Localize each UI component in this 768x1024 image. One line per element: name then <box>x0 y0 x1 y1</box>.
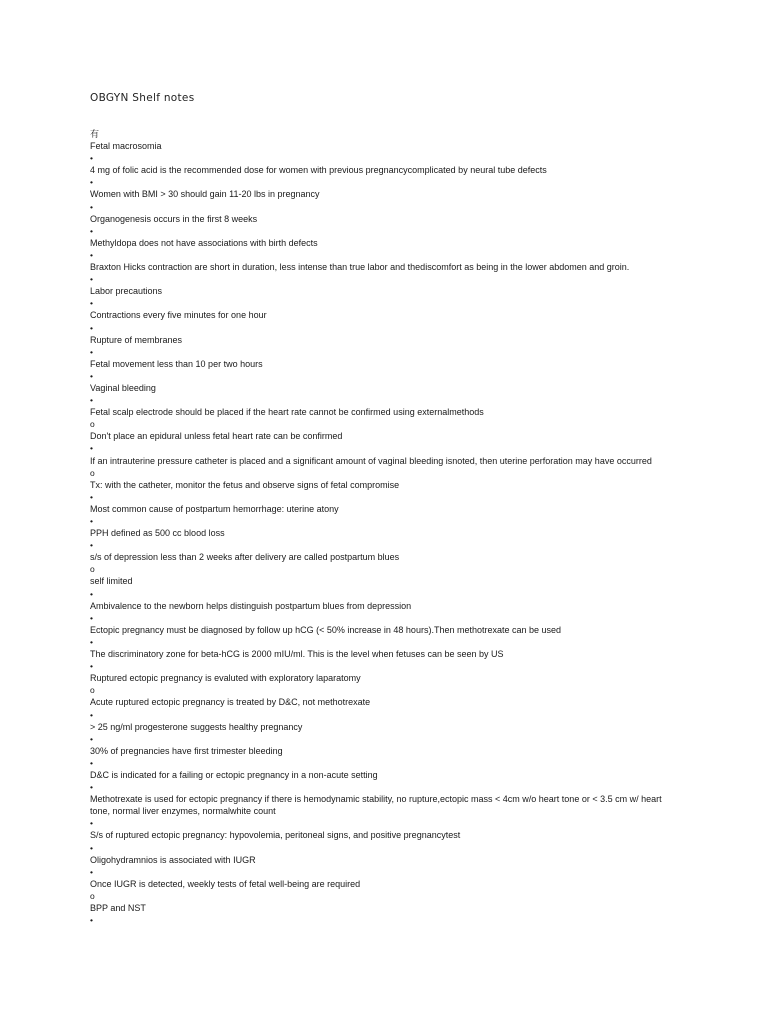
note-line: Ambivalence to the newborn helps distinguish postpartum blues from depression <box>90 600 412 611</box>
note-line: Organogenesis occurs in the first 8 weeks <box>90 213 258 224</box>
bullet-marker: • <box>90 370 93 381</box>
bullet-marker: • <box>90 782 93 793</box>
bullet-marker: • <box>90 177 93 188</box>
bullet-marker: • <box>90 491 93 502</box>
note-line: self limited <box>90 576 133 587</box>
document-title: OBGYN Shelf notes <box>90 92 195 104</box>
note-line: Oligohydramnios is associated with IUGR <box>90 854 256 865</box>
sub-bullet-marker: o <box>90 564 95 575</box>
document-body <box>90 128 690 926</box>
note-line: Fetal movement less than 10 per two hours <box>90 358 263 369</box>
note-line: Don't place an epidural unless fetal heart rate can be confirmed <box>90 431 343 442</box>
note-line: Vaginal bleeding <box>90 382 156 393</box>
note-line: > 25 ng/ml progesterone suggests healthy pregnancy <box>90 721 303 732</box>
note-line: Labor precautions <box>90 286 163 297</box>
note-line: Fetal scalp electrode should be placed if the heart rate cannot be confirmed using externalmethods <box>90 407 484 418</box>
note-line: Methyldopa does not have associations with birth defects <box>90 237 318 248</box>
note-line: Braxton Hicks contraction are short in duration, less intense than true labor and thediscomfort as being in the lower abdomen and groin. <box>90 262 630 273</box>
sub-bullet-marker: o <box>90 419 95 430</box>
note-line: Contractions every five minutes for one hour <box>90 310 267 321</box>
bullet-marker: • <box>90 322 93 333</box>
note-line: D&C is indicated for a failing or ectopic pregnancy in a non-acute setting <box>90 769 378 780</box>
note-line: s/s of depression less than 2 weeks after delivery are called postpartum blues <box>90 552 400 563</box>
bullet-marker: • <box>90 153 93 164</box>
header-glyph: 有 <box>90 129 100 139</box>
bullet-marker: • <box>90 274 93 285</box>
bullet-marker: • <box>90 818 93 829</box>
bullet-marker: • <box>90 757 93 768</box>
sub-bullet-marker: o <box>90 467 95 478</box>
bullet-marker: • <box>90 225 93 236</box>
bullet-marker: • <box>90 842 93 853</box>
sub-bullet-marker: o <box>90 890 95 901</box>
bullet-marker: • <box>90 516 93 526</box>
note-line: The discriminatory zone for beta-hCG is 2000 mIU/ml. This is the level when fetuses can be seen by US <box>90 649 504 660</box>
bullet-marker: • <box>90 661 93 672</box>
bullet-marker: • <box>90 201 93 212</box>
bullet-marker: • <box>90 540 93 551</box>
bullet-marker: • <box>90 709 93 720</box>
bullet-marker: • <box>90 636 93 647</box>
note-line: Acute ruptured ectopic pregnancy is treated by D&C, not methotrexate <box>90 697 371 708</box>
bullet-marker: • <box>90 733 93 744</box>
bullet-marker: • <box>90 395 93 406</box>
bullet-marker: • <box>90 249 93 260</box>
note-line: PPH defined as 500 cc blood loss <box>90 528 225 539</box>
note-line: Tx: with the catheter, monitor the fetus and observe signs of fetal compromise <box>90 479 400 490</box>
bullet-marker: • <box>90 612 93 623</box>
note-line: Ruptured ectopic pregnancy is evaluted with exploratory laparatomy <box>90 673 361 684</box>
bullet-marker: • <box>90 298 93 309</box>
note-line: Methotrexate is used for ectopic pregnancy if there is hemodynamic stability, no rupture,ectopic mass < 4cm w/o heart tone or < 3.5 cm w/ heart tone, normal liver enzymes, normalwhite count <box>90 794 662 817</box>
note-line: Most common cause of postpartum hemorrhage: uterine atony <box>90 503 339 514</box>
bullet-marker: • <box>90 346 93 357</box>
note-line: Rupture of membranes <box>90 334 183 345</box>
note-line: Fetal macrosomia <box>90 141 162 152</box>
note-line: BPP and NST <box>90 903 146 913</box>
note-line: S/s of ruptured ectopic pregnancy: hypovolemia, peritoneal signs, and positive pregnancytest <box>90 830 461 841</box>
note-line: Ectopic pregnancy must be diagnosed by follow up hCG (< 50% increase in 48 hours).Then methotrexate can be used <box>90 624 562 635</box>
note-line: Once IUGR is detected, weekly tests of fetal well-being are required <box>90 878 361 889</box>
bullet-marker: • <box>90 866 93 877</box>
document-page <box>90 0 690 1024</box>
note-line: 4 mg of folic acid is the recommended dose for women with previous pregnancycomplicated by neural tube defects <box>90 165 547 176</box>
bullet-marker: • <box>90 588 93 599</box>
note-line: Women with BMI > 30 should gain 11-20 lbs in pregnancy <box>90 189 320 200</box>
note-line: If an intrauterine pressure catheter is placed and a significant amount of vaginal bleeding isnoted, then uterine perforation may have occurred <box>90 455 652 466</box>
sub-bullet-marker: o <box>90 685 95 696</box>
bullet-marker: • <box>90 915 93 926</box>
bullet-marker: • <box>90 443 93 454</box>
note-line: 30% of pregnancies have first trimester bleeding <box>90 745 283 756</box>
